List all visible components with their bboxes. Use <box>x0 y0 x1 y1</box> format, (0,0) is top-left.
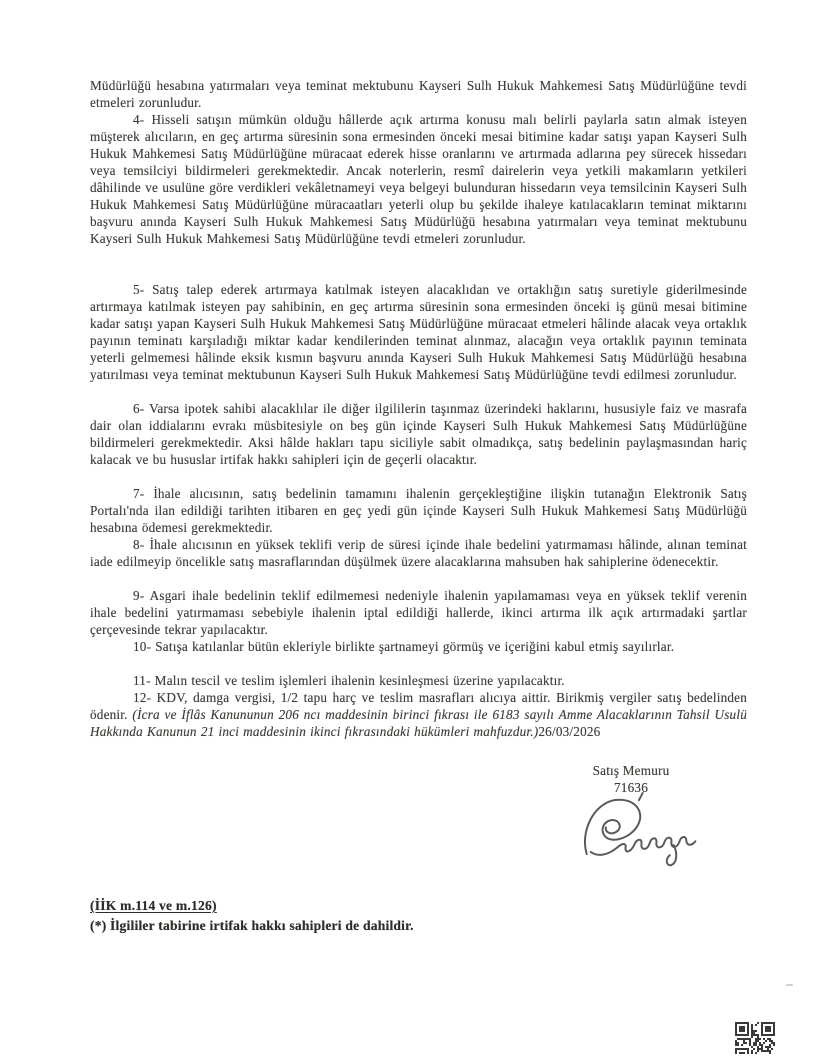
clause-5: 5- Satış talep ederek artırmaya katılmak isteyen alacaklıdan ve ortaklığın satış suretiyle giderilmesinde artırmaya katılmak isteyen pay sahibinin, en geç artırma süresinin sona ermesinden önceki iş günü mesai bitimine kadar satışı yapan Kayseri Sulh Hukuk Mahkemesi Satış Müdürlüğüne müracaat etmeleri hâlinde alacak veya ortaklık payının teminatı karşıladığı miktar kadar kendilerinden teminat alınmaz, alacağın veya ortaklık payının teminata yeterli gelmemesi hâlinde eksik kısmın başvuru anında Kayseri Sulh Hukuk Mahkemesi Satış Müdürlüğü hesabına yatırılması veya teminat mektubunun Kayseri Sulh Hukuk Mahkemesi Satış Müdürlüğüne tevdi edilmesi zorunludur. <box>90 282 747 382</box>
paragraph-continuation: Müdürlüğü hesabına yatırmaları veya teminat mektubunu Kayseri Sulh Hukuk Mahkemesi Satış Müdürlüğüne tevdi etmeleri zorunludur. <box>90 78 747 110</box>
clause-12 <box>90 689 747 740</box>
clause-12-legal-note: (İcra ve İflâs Kanununun 206 ncı maddesinin birinci fıkrası ile 6183 sayılı Amme Alacaklarının Tahsil Usulü Hakkında Kanunun 21 inci maddesinin ikinci fıkrasındaki hükümleri mahfuzdur.) <box>90 707 747 739</box>
qr-code <box>735 1022 775 1054</box>
signer-title: Satış Memuru <box>592 763 670 778</box>
clause-12-lead: 12- KDV, damga vergisi, 1/2 tapu harç ve teslim masrafları alıcıya aittir. Birikmiş vergiler satış bedelinden ödenir. <box>90 690 747 722</box>
scan-artifact-speck <box>786 984 793 986</box>
clause-11: 11- Malın tescil ve teslim işlemleri ihalenin kesinleşmesi üzerine yapılacaktır. <box>133 673 565 688</box>
handwritten-signature-icon <box>578 790 713 872</box>
clause-9: 9- Asgari ihale bedelinin teklif edilmemesi nedeniyle ihalenin yapılamaması veya en yüksek teklif verenin ihale bedelini yatırmaması sebebiyle ihalenin iptal edildiği hallerde, ikinci artırma ilk açık artırmadaki şartlar çerçevesinde tekrar yapılacaktır. <box>90 588 747 637</box>
asterisk-note: (*) İlgililer tabirine irtifak hakkı sahipleri de dahildir. <box>90 918 414 933</box>
footnotes-block <box>90 896 414 936</box>
clause-8: 8- İhale alıcısının en yüksek teklifi verip de süresi içinde ihale bedelini yatırmaması hâlinde, alınan teminat iade edilmeyip öncelikle satış masraflarından düşülmek üzere alacaklarına mahsuben hak sahiplerine ödenecektir. <box>90 537 747 569</box>
statute-reference: (İİK m.114 ve m.126) <box>90 898 217 913</box>
clause-6: 6- Varsa ipotek sahibi alacaklılar ile diğer ilgililerin taşınmaz üzerindeki haklarını, hususiyle faiz ve masrafa dair olan iddialarını evrakı müsbitesiyle on beş gün içinde Kayseri Sulh Hukuk Mahkemesi Satış Müdürlüğüne bildirmeleri gerekmektedir. Aksi hâlde hakları tapu siciliyle sabit olmadıkça, satış bedelinin paylaşmasından hariç kalacak ve bu hususlar irtifak hakkı sahipleri için de geçerli olacaktır. <box>90 401 747 467</box>
clause-12-date: 26/03/2026 <box>538 724 601 739</box>
signer-registry-number: 71636 <box>614 780 648 795</box>
clause-7: 7- İhale alıcısının, satış bedelinin tamamını ihalenin gerçekleştiğine ilişkin tutanağın Elektronik Satış Portalı'nda ilan edildiği tarihten itibaren en geç yedi gün içinde Kayseri Sulh Hukuk Mahkemesi Satış Müdürlüğü hesabına ödemesi gerekmektedir. <box>90 486 747 535</box>
clause-10: 10- Satışa katılanlar bütün ekleriyle birlikte şartnameyi görmüş ve içeriğini kabul etmiş sayılırlar. <box>133 639 675 654</box>
clause-4: 4- Hisseli satışın mümkün olduğu hâllerde açık artırma konusu malı belirli paylarla satın almak isteyen müşterek alıcıların, en geç artırma süresinin sona ermesinden önceki mesai bitimine kadar satışı yapan Kayseri Sulh Hukuk Mahkemesi Satış Müdürlüğüne müracaat ederek hisse oranlarını ve artırmada adlarına pey sürecek hissedarı veya temsilciyi bildirmeleri gerekmektedir. Ancak noterlerin, resmî dairelerin veya yetkili makamların yetkileri dâhilinde ve usulüne göre verdikleri vekâletnameyi veya belgeyi bulunduran hissedarın veya temsilcinin Kayseri Sulh Hukuk Mahkemesi Satış Müdürlüğüne müracaatları yeterli olup bu şekilde ihaleye katılacakların teminat miktarını başvuru anında Kayseri Sulh Hukuk Mahkemesi Satış Müdürlüğü hesabına yatırmaları veya teminat mektubunu Kayseri Sulh Hukuk Mahkemesi Satış Müdürlüğüne tevdi etmeleri zorunludur. <box>90 112 747 246</box>
